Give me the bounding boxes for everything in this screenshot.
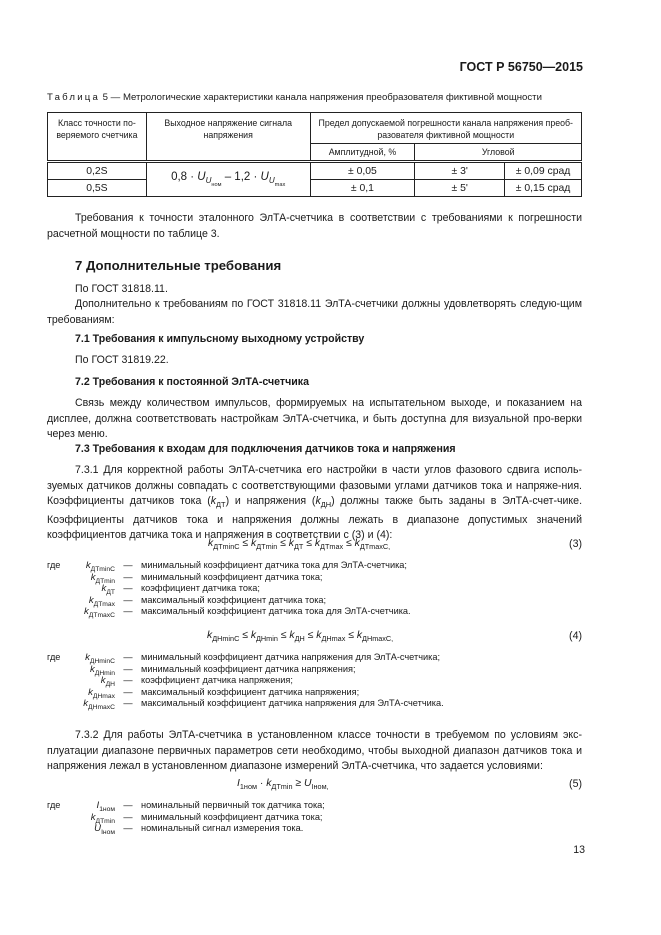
equation-5-number: (5) [569,778,582,790]
cell-angle-min: ± 5' [415,180,505,197]
cell-angle-rad: ± 0,15 срад [505,180,582,197]
legend-item: $k_{ДТmin}$ — минимальный коэффициент датчика тока; [90,811,323,825]
legend-item: $k_{ДТ}$ — коэффициент датчика тока; [101,583,260,597]
legend-item: $k_{ДТmaxC}$ — максимальный коэффициент датчика тока для ЭлТА-счетчика. [84,606,411,620]
legend-item: $k_{ДТmax}$ — максимальный коэффициент датчика тока; [88,594,327,608]
equation-5-legend: где $I_{1ном}$ — номинальный первичный ток датчика тока; $k_{ДТmin}$ — минимальный коэффициент датчика тока; $U_{Iном}$ — номинальный сигнал измерения тока. [47,800,587,835]
equation-4-number: (4) [569,630,582,642]
table-caption-text: 5 — Метрологические характеристики канала напряжения преобразователя фиктивной мощности [100,92,542,103]
equation-4-legend: где $k_{ДНminC}$ — минимальный коэффициент датчика напряжения для ЭлТА-счетчика; $k_{ДНmin}$ — минимальный коэффициент датчика напряжения; $k_{ДН}$ — коэффициент датчика напряжения; $k_{ДНmax}$ — максимальный коэффициент датчика напряжения; $k_{ДНmaxC}$ — максимальный коэффициент датчика напряжения для ЭлТА-счетчика. [47,652,587,710]
header-error-limit: Предел допускаемой погрешности канала напряжения преоб-разователя фиктивной мощности [310,113,582,144]
header-angular: Угловой [415,144,582,162]
legend-item: $U_{Iном}$ — номинальный сигнал измерения тока. [94,823,304,837]
section-7-title: 7 Дополнительные требования [75,258,282,273]
paragraph-reference-accuracy: Требования к точности эталонного ЭлТА-счетчика в соответствии с требованиями к погрешности расчетной мощности по таблице 3. [47,212,582,240]
legend-item: $I_{1ном}$ — номинальный первичный ток датчика тока; [96,800,325,813]
header-output-voltage: Выходное напряжение сигнала напряжения [146,113,310,162]
section-7-3-title: 7.3 Требования к входам для подключения датчиков тока и напряжения [75,443,456,455]
legend-item: $k_{ДТminC}$ — минимальный коэффициент датчика тока для ЭлТА-счетчика; [85,560,407,573]
table-row [48,162,582,180]
header-amplitude: Амплитудной, % [310,144,415,162]
cell-angle-min: ± 3' [415,162,505,180]
legend-item: $k_{ДНmax}$ — максимальный коэффициент датчика напряжения; [88,686,360,700]
equation-5: $I_{1ном} \cdot k_{ДТmin} \ge U_{Iном,}$ [237,778,329,791]
section-7-2-title: 7.2 Требования к постоянной ЭлТА-счетчика [75,376,309,388]
legend-item: $k_{ДНmaxC}$ — максимальный коэффициент датчика напряжения для ЭлТА-счетчика. [83,698,444,712]
legend-item: $k_{ДНmin}$ — минимальный коэффициент датчика напряжения; [89,663,356,677]
section-7-p1: По ГОСТ 31818.11. [75,283,168,295]
section-7-1-title: 7.1 Требования к импульсному выходному устройству [75,333,365,345]
cell-class: 0,2S [48,162,147,180]
table-caption [47,92,542,103]
legend-item: $k_{ДНminC}$ — минимальный коэффициент датчика напряжения для ЭлТА-счетчика; [85,652,441,665]
cell-amplitude: ± 0,05 [310,162,415,180]
legend-item: $k_{ДН}$ — коэффициент датчика напряжения; [100,675,293,689]
section-7-1-text: По ГОСТ 31819.22. [75,354,169,366]
cell-class: 0,5S [48,180,147,197]
section-7-3-2-text: 7.3.2 Для работы ЭлТА-счетчика в установленном классе точности в требуемом по условиям экс-плуатации диапазоне первичных параметров сети необходимо, чтобы выходной диапазон датчиков тока и напряжения лежал в установленном диапазоне измерений ЭлТА-счетчика, что задается условиями: [47,729,582,772]
document-header-id: ГОСТ Р 56750—2015 [459,60,583,74]
cell-angle-rad: ± 0,09 срад [505,162,582,180]
cell-amplitude: ± 0,1 [310,180,415,197]
cell-output-voltage-formula: $0,8 \cdot U_{U_{ном}} - 1,2 \cdot U_{U_{max}}$ [146,162,310,197]
equation-3: $k_{ДТminC} \le k_{ДТmin} \le k_{ДТ} \le k_{ДТmax} \le k_{ДТmaxC,}$ [208,538,391,551]
section-7-2-text: Связь между количеством импульсов, формируемых на испытательном выходе, и показанием на дисплее, должна соответствовать настройкам ЭлТА-счетчика, и быть доступна для визуальной про-верки через меню. [47,397,582,440]
equation-3-legend: где $k_{ДТminC}$ — минимальный коэффициент датчика тока для ЭлТА-счетчика; $k_{ДТmin}$ — минимальный коэффициент датчика тока; $k_{ДТ}$ — коэффициент датчика тока; $k_{ДТmax}$ — максимальный коэффициент датчика тока; $k_{ДТmaxC}$ — максимальный коэффициент датчика тока для ЭлТА-счетчика. [47,560,587,618]
page-number: 13 [573,844,585,856]
section-7-3-1-text: 7.3.1 Для корректной работы ЭлТА-счетчика его настройки в части углов фазового сдвига исполь-зуемых датчиков должны совпадать с соответствующими фазовыми углами датчиков тока и напряже-ния. Коэффициенты датчиков тока $(k_{ДТ})$ и напряжения $(k_{ДН})$ должны также быть заданы в ЭлТА-счет-чике. Коэффициенты датчиков тока и напряжения должны лежать в диапазоне допустимых значений коэффициентов датчика тока и напряжения в соответствии с (3) и (4): [47,464,583,541]
equation-4: $k_{ДНminC} \le k_{ДНmin} \le k_{ДН} \le k_{ДНmax} \le k_{ДНmaxC,}$ [207,630,394,643]
header-accuracy-class: Класс точности по-веряемого счетчика [48,113,147,162]
table-row [48,180,582,197]
legend-item: $k_{ДТmin}$ — минимальный коэффициент датчика тока; [90,571,323,585]
table-caption-label: Таблица [47,92,101,103]
metrology-table [47,112,582,197]
section-7-p2: Дополнительно к требованиям по ГОСТ 31818.11 ЭлТА-счетчики должны удовлетворять следую-щим требованиям: [47,298,582,326]
equation-3-number: (3) [569,538,582,550]
